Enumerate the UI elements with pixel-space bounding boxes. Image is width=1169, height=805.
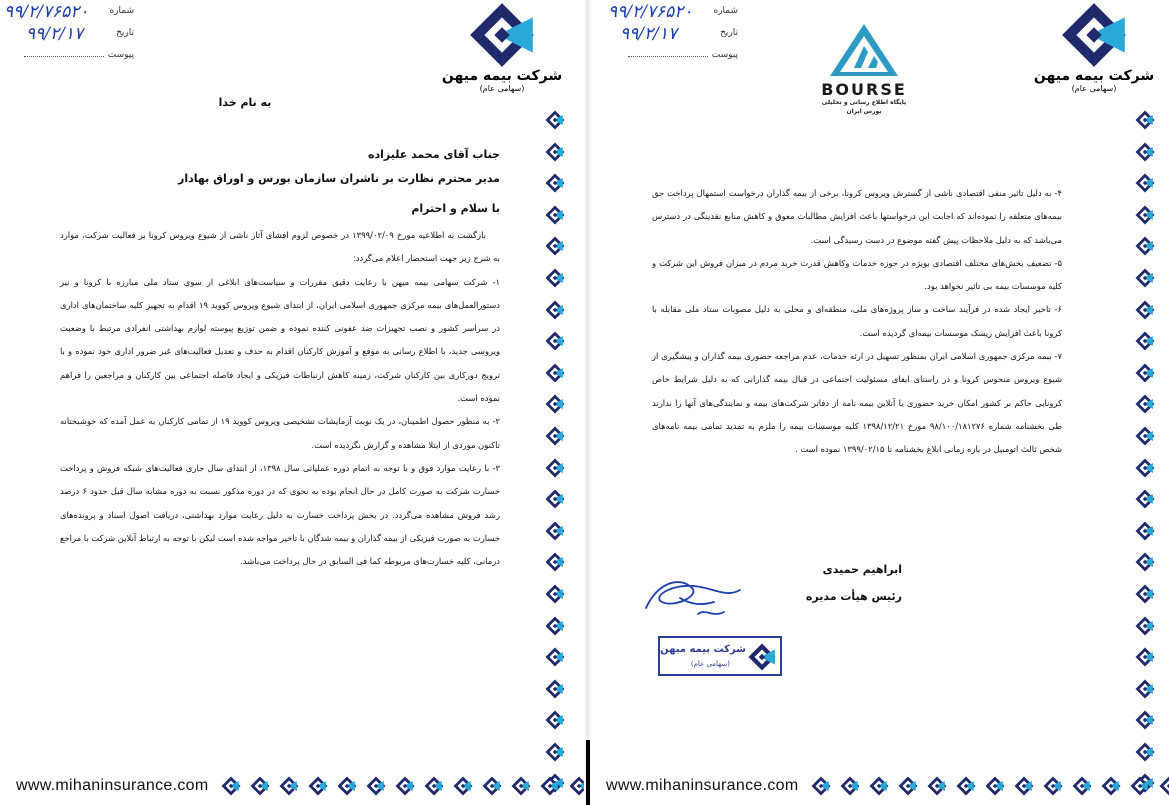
stamp-logo-icon: [748, 643, 776, 671]
diamond-ornament-icon: [1135, 236, 1155, 256]
ornament-column: [1135, 110, 1155, 805]
scan-edge-mark: [586, 740, 590, 805]
diamond-ornament-icon: [1014, 776, 1034, 796]
diamond-ornament-icon: [1130, 776, 1150, 796]
bourse-logo-icon: [828, 22, 900, 78]
diamond-ornament-icon: [545, 236, 565, 256]
diamond-ornament-icon: [1135, 205, 1155, 225]
bourse-watermark: [814, 22, 914, 116]
diamond-ornament-icon: [1135, 616, 1155, 636]
register-box: [608, 2, 738, 72]
diamond-ornament-icon: [545, 173, 565, 193]
diamond-ornament-icon: [337, 776, 357, 796]
letter-page-1: [0, 0, 584, 805]
diamond-ornament-icon: [545, 205, 565, 225]
diamond-ornament-icon: [511, 776, 531, 796]
diamond-ornament-icon: [956, 776, 976, 796]
diamond-ornament-icon: [1159, 776, 1169, 796]
diamond-ornament-icon: [811, 776, 831, 796]
diamond-ornament-icon: [545, 647, 565, 667]
diamond-ornament-icon: [250, 776, 270, 796]
diamond-ornament-icon: [545, 458, 565, 478]
diamond-ornament-icon: [985, 776, 1005, 796]
diamond-ornament-icon: [540, 776, 560, 796]
diamond-ornament-icon: [545, 110, 565, 130]
diamond-ornament-icon: [1135, 426, 1155, 446]
letter-body-page-2: [652, 182, 1062, 462]
diamond-ornament-icon: [545, 489, 565, 509]
attachment-dots: [24, 56, 104, 57]
item-4-paragraph: ۴- به دلیل تاثیر منفی اقتصادی ناشی از گسترش ویروس کرونا، برخی از بیمه گذاران درخواست استمهال پرداخت حق بیمه‌های متعلقه را نموده‌اند که اجابت این درخواستها باعث افزایش مطالبات معوق و کاهش منابع نقدینگی در دسترس می‌باشد که به دلیل ملاحظات پیش گفته موضوع در دست رسیدگی است.: [652, 188, 1062, 245]
diamond-ornament-icon: [1043, 776, 1063, 796]
attachment-row: [608, 50, 738, 72]
attachment-label: پیوست: [107, 50, 134, 60]
company-subtitle: (سهامی عام): [479, 84, 525, 93]
diamond-ornament-icon: [1135, 742, 1155, 762]
diamond-ornament-icon: [545, 742, 565, 762]
letter-date-label: تاریخ: [116, 28, 134, 38]
stamp-subtitle: (سهامی عام): [690, 660, 730, 668]
item-5-paragraph: ۵- تضعیف بخش‌های مختلف اقتصادی بویژه در حوزه خدمات وکاهش قدرت خرید مردم در میزان فروش این شرکت و کلیه موسسات بیمه بی تاثیر نخواهد بود.: [652, 257, 1062, 292]
diamond-ornament-icon: [545, 521, 565, 541]
diamond-ornament-icon: [545, 616, 565, 636]
diamond-ornament-icon: [1135, 458, 1155, 478]
diamond-ornament-icon: [1135, 110, 1155, 130]
item-2-paragraph: ۲- به منظور حصول اطمینان، در یک نوبت آزمایشات تشخیصی ویروس کووید ۱۹ از تمامی کارکنان به عمل آمده که خوشبختانه تاکنون موردی از ابتلا مشاهده و گزارش نگردیده است.: [60, 416, 501, 450]
handwritten-signature-icon: [640, 568, 750, 624]
diamond-ornament-icon: [366, 776, 386, 796]
diamond-ornament-icon: [545, 300, 565, 320]
diamond-ornament-icon: [279, 776, 299, 796]
letter-number-handwritten: ۹۹/۲/۷۶۵۲۰: [4, 2, 89, 22]
diamond-ornament-icon: [1135, 552, 1155, 572]
diamond-ornament-icon: [545, 584, 565, 604]
company-logo: [1028, 2, 1160, 98]
letter-number-label: شماره: [109, 6, 134, 16]
attachment-row: [4, 50, 134, 72]
greeting: با سلام و احترام: [411, 202, 500, 215]
diamond-ornament-icon: [1135, 268, 1155, 288]
website-url: www.mihaninsurance.com: [16, 777, 209, 794]
diamond-ornament-icon: [1135, 489, 1155, 509]
diamond-ornament-icon: [1135, 331, 1155, 351]
footer-bar: [16, 775, 584, 797]
diamond-ornament-icon: [927, 776, 947, 796]
diamond-ornament-icon: [482, 776, 502, 796]
diamond-ornament-icon: [898, 776, 918, 796]
item-3-paragraph: ۳- با رعایت موارد فوق و با توجه به اتمام دوره عملیاتی سال ۱۳۹۸، از ابتدای سال جاری فعالیت‌های شبکه فروش و پرداخت خسارت شرکت به صورت کامل در حال انجام بوده به نحوی که در دوره مذکور نسبت به دوره مشابه سال قبل حدود ۶ درصد رشد فروش مشاهده می‌گردد. در بخش پرداخت خسارت به دلیل رعایت موارد بهداشتی، دریافت اصول اسناد و پرونده‌های خسارت به صورت فیزیکی از بیمه گذاران و بیمه شدگان با تاخیر مواجه شده است لیکن با توجه به ارتباط آنلاین شرکت با مراجع درمانی، کلیه خسارت‌های مربوطه کما فی السابق در حال پرداخت می‌باشد.: [60, 462, 500, 567]
diamond-ornament-icon: [1135, 710, 1155, 730]
mihan-logo-icon: [469, 2, 535, 68]
ornament-column: [545, 110, 565, 805]
diamond-ornament-icon: [1135, 173, 1155, 193]
diamond-ornament-icon: [395, 776, 415, 796]
footer-bar: [606, 775, 1169, 797]
company-name: شرکت بیمه میهن: [441, 68, 563, 84]
diamond-ornament-icon: [545, 331, 565, 351]
company-logo: [436, 2, 568, 98]
diamond-ornament-icon: [545, 426, 565, 446]
stamp-company-name: شرکت بیمه میهن: [660, 644, 746, 655]
bourse-tagline: پایگاه اطلاع رسانی و تحلیلی بورس ایران: [821, 99, 907, 115]
letter-number-handwritten: ۹۹/۲/۷۶۵۲۰: [608, 2, 693, 22]
diamond-ornament-icon: [569, 776, 584, 796]
diamond-ornament-icon: [545, 394, 565, 414]
diamond-ornament-icon: [1135, 647, 1155, 667]
letter-body-page-1: [60, 96, 500, 573]
diamond-ornament-icon: [1072, 776, 1092, 796]
diamond-ornament-icon: [424, 776, 444, 796]
diamond-ornament-icon: [545, 268, 565, 288]
diamond-ornament-icon: [1135, 584, 1155, 604]
recipient-name: جناب آقای محمد علیزاده: [368, 148, 500, 161]
diamond-ornament-icon: [1135, 142, 1155, 162]
attachment-label: پیوست: [711, 50, 738, 60]
letter-date-row: [4, 24, 134, 50]
diamond-ornament-icon: [1135, 679, 1155, 699]
letter-date-row: [608, 24, 738, 50]
diamond-ornament-icon: [545, 679, 565, 699]
bourse-wordmark: BOURSE: [821, 80, 907, 99]
item-1-paragraph: ۱- شرکت سهامی بیمه میهن با رعایت دقیق مقررات و سیاست‌های ابلاغی از سوی ستاد ملی مبارزه با کرونا و نیز دستورالعمل‌های بیمه مرکزی جمهوری اسلامی ایران، از ابتدای شیوع ویروس کووید ۱۹ اقدام به تجهیز کلیه ساختمان‌های اداری در سراسر کشور و نصب تجهیزات ضد عفونی کننده نموده و ضمن توزیع پیوسته لوازم بهداشتی انفرادی مرتبط با وضعیت ویروسی جدید، با اطلاع رسانی به موقع و آموزش کارکنان اقدام به حذف و تعدیل فعالیت‌های غیر ضرور اداری خود نموده و با ترویج دورکاری بین کارکنان شرکت، زمینه کاهش ارتباطات فیزیکی و ایجاد فاصله اجتماعی بین کارکنان و مراجعین را فراهم نموده است.: [60, 276, 501, 404]
company-name: شرکت بیمه میهن: [1033, 68, 1155, 84]
signer-title: رئیس هیأت مدیره: [805, 590, 902, 603]
letter-date-label: تاریخ: [720, 28, 738, 38]
diamond-ornament-icon: [545, 710, 565, 730]
diamond-ornament-icon: [1135, 521, 1155, 541]
diamond-ornament-icon: [1135, 363, 1155, 383]
diamond-ornament-icon: [1135, 394, 1155, 414]
attachment-dots: [628, 56, 708, 57]
signer-name: ابراهیم حمیدی: [822, 563, 902, 576]
diamond-ornament-icon: [453, 776, 473, 796]
letter-date-handwritten: ۹۹/۲/۱۷: [620, 24, 678, 44]
diamond-ornament-icon: [869, 776, 889, 796]
mihan-logo-icon: [1061, 2, 1127, 68]
intro-paragraph: بازگشت به اطلاعیه مورخ ۱۳۹۹/۰۲/۰۹ در خصوص لزوم افشای آثار ناشی از شیوع ویروس کرونا بر فعالیت شرکت، موارد به شرح زیر جهت استحضار اعلام می‌گردد:: [60, 230, 500, 264]
diamond-ornament-icon: [308, 776, 328, 796]
item-7-paragraph: ۷- بیمه مرکزی جمهوری اسلامی ایران بمنظور تسهیل در ارئه خدمات، عدم مراجعه حضوری بیمه گذاران و پیشگیری از شیوع ویروس منحوس کرونا و در راستای ایفای مسئولیت اجتماعی در قبال بیمه گذارانی که به دلیل شرایط خاص کرونایی حاکم بر کشور امکان خرید حضوری یا آنلاین بیمه نامه از دفاتر شرکت‌های بیمه و نمایندگی‌های آنها را ندارند طی بخشنامه شماره ۹۸/۱۰۰/۱۸۱۲۷۶ مورخ ۱۳۹۸/۱۲/۲۱ کلیه موسسات بیمه را ملزم به تمدید تمامی بیمه نامه‌های شخص ثالث اتومبیل در بازه زمانی ابلاغ بخشنامه تا ۱۳۹۹/۰۲/۱۵ نموده است .: [652, 351, 1062, 455]
website-url: www.mihaninsurance.com: [606, 777, 799, 794]
diamond-ornament-icon: [1101, 776, 1121, 796]
diamond-ornament-icon: [840, 776, 860, 796]
diamond-ornament-icon: [1135, 300, 1155, 320]
company-subtitle: (سهامی عام): [1071, 84, 1117, 93]
diamond-ornament-icon: [545, 552, 565, 572]
letter-number-label: شماره: [713, 6, 738, 16]
page-gutter: [584, 0, 592, 805]
item-6-paragraph: ۶- تاخیر ایجاد شده در فرآیند ساخت و ساز پروژه‌های ملی، منطقه‌ای و محلی به دلیل مصوبات ستاد ملی مقابله با کرونا باعث افزایش ریسک موسسات بیمه‌ای گردیده است.: [652, 304, 1062, 338]
diamond-ornament-icon: [545, 363, 565, 383]
letter-date-handwritten: ۹۹/۲/۱۷: [26, 24, 84, 44]
invocation: به نام خدا: [218, 96, 272, 109]
letter-page-2: [592, 0, 1169, 805]
company-stamp: [658, 636, 782, 676]
register-box: [4, 2, 134, 72]
diamond-ornament-icon: [545, 142, 565, 162]
diamond-ornament-icon: [221, 776, 241, 796]
recipient-title: مدیر محترم نظارت بر ناشران سازمان بورس و اوراق بهادار: [178, 172, 500, 185]
